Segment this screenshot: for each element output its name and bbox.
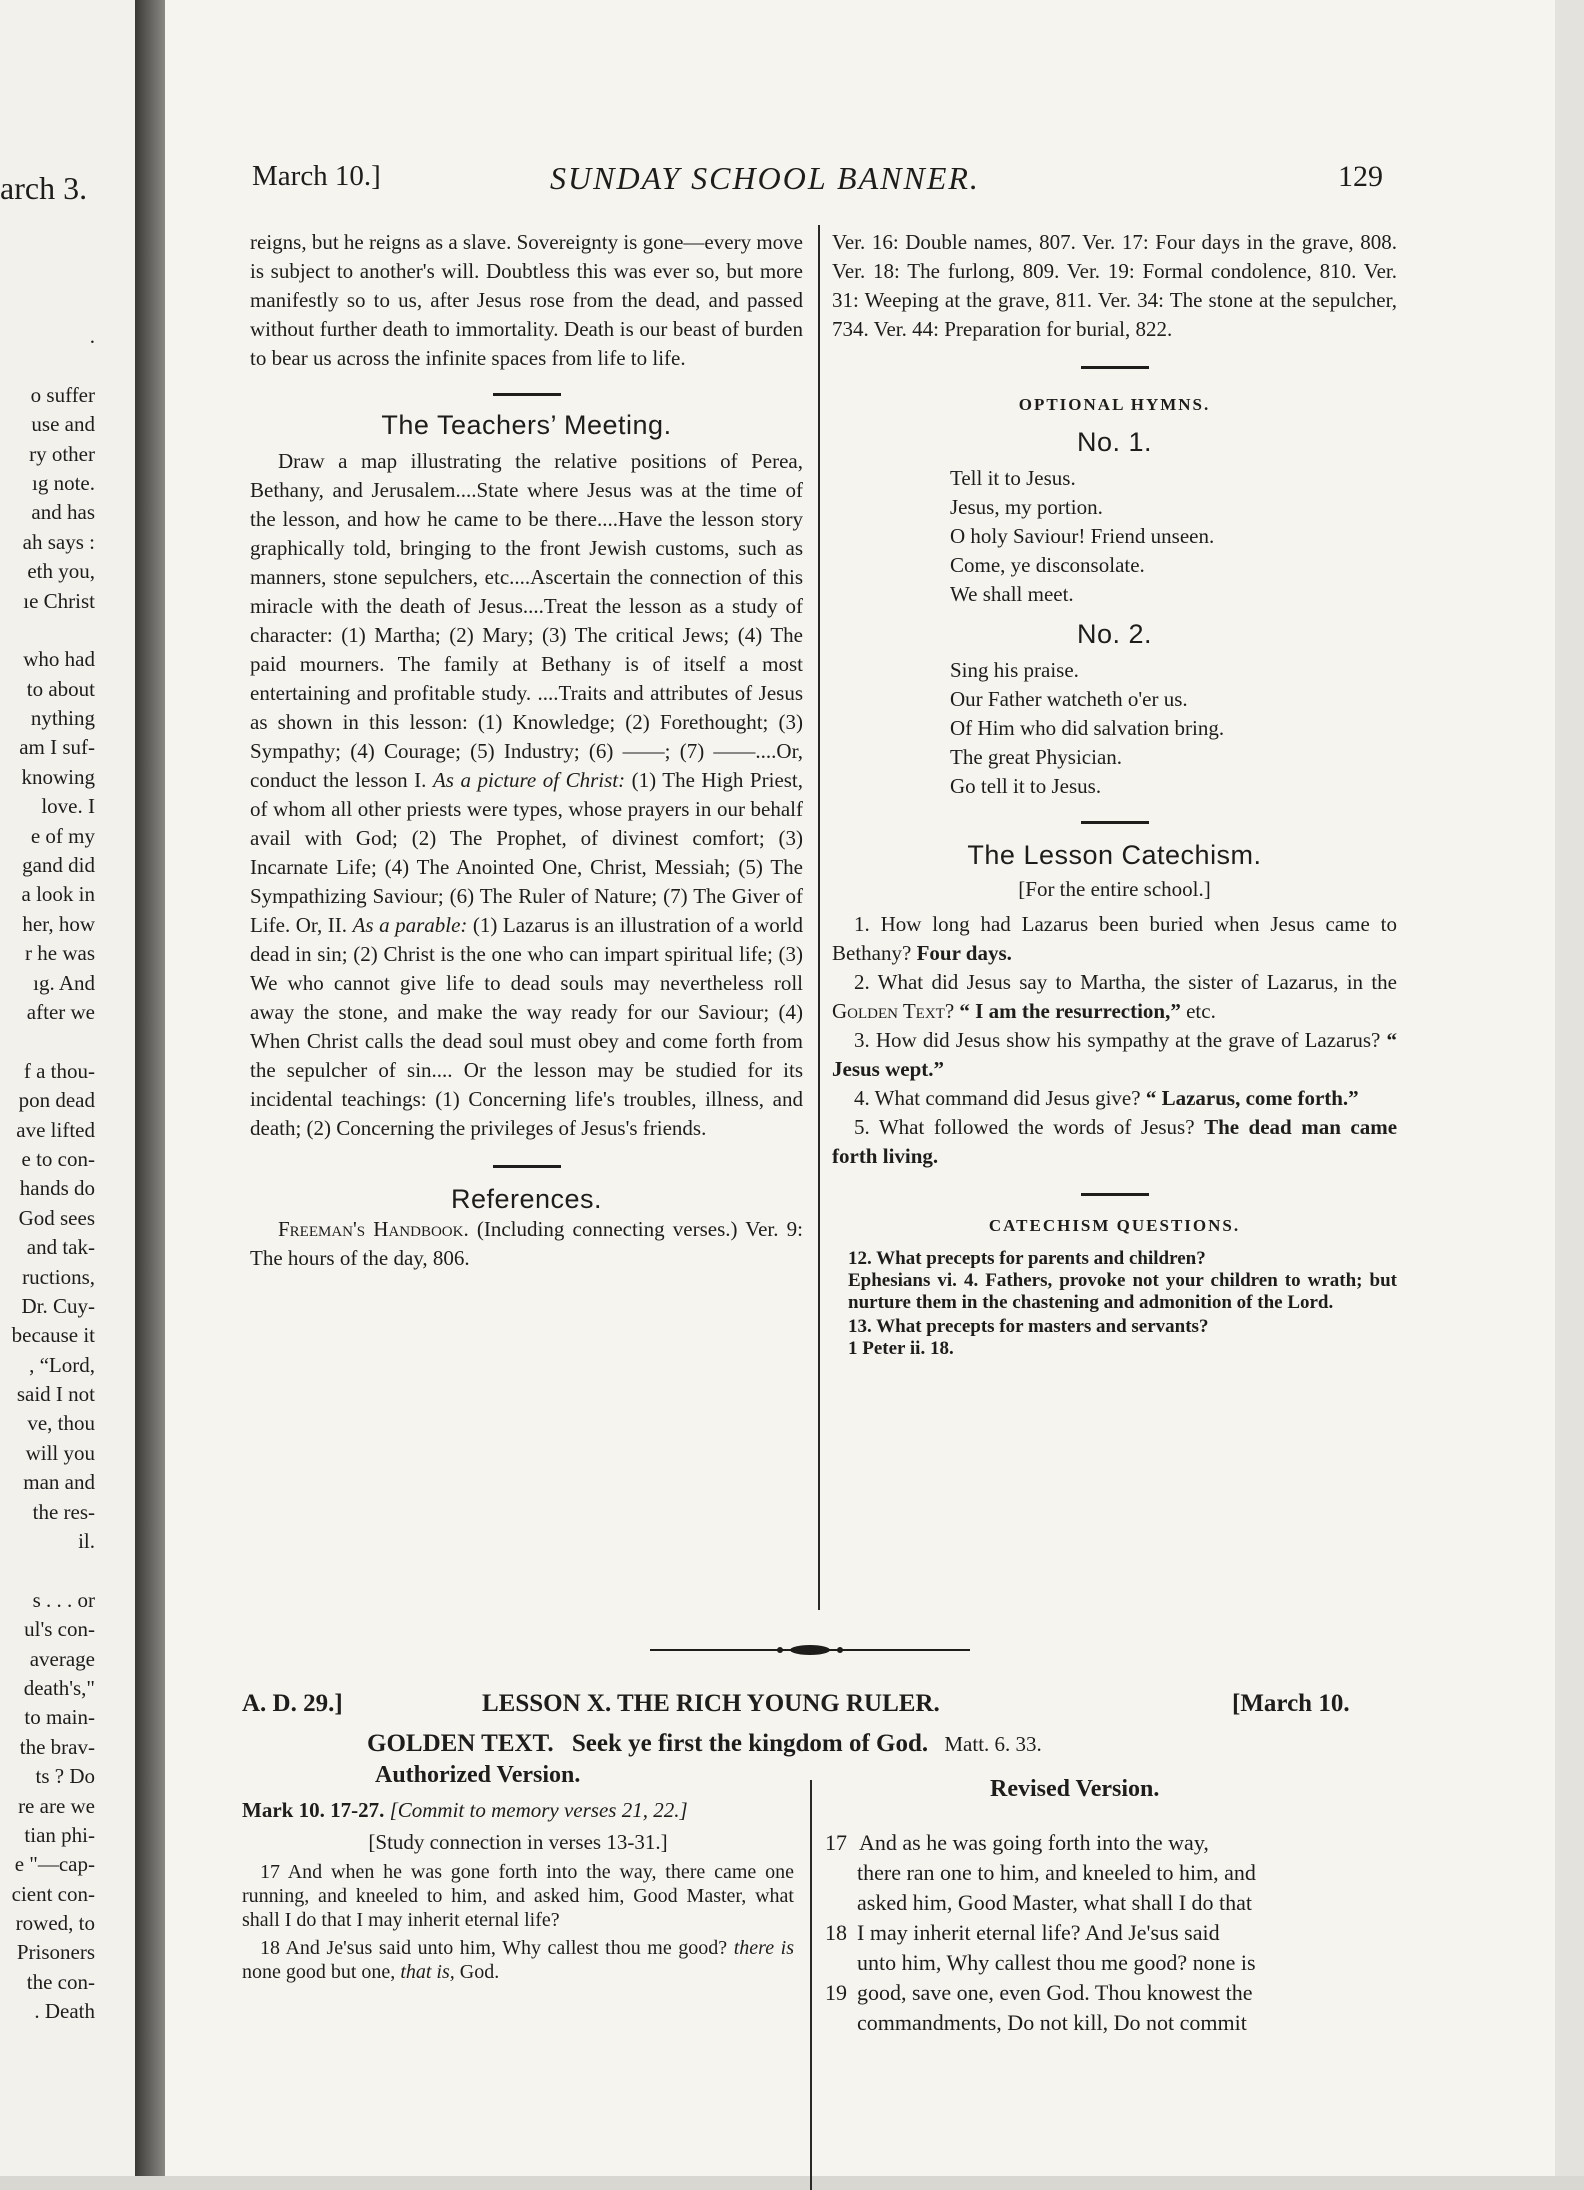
commit-note: [Commit to memory verses 21, 22.]	[389, 1798, 688, 1822]
teachers-meeting-text	[250, 447, 803, 1143]
right-column	[832, 228, 1397, 1360]
hymn-title: Come, ye disconsolate.	[950, 553, 1145, 577]
facing-page-line: God sees	[18, 1205, 95, 1230]
intro-paragraph: reigns, but he reigns as a slave. Sovereignty is gone—every move is subject to another's will. Doubtless this was ever so, but more manifestly so to us, after Jesus rose from the dead, and passed without further death to immortality. Death is our beast of burden to bear us across the infinite spaces from life to life.	[250, 230, 803, 370]
rv-verse-number: 18	[825, 1920, 847, 1945]
av18-text-a: 18 And Je'sus said unto him, Why callest thou me good?	[260, 1937, 728, 1959]
facing-page-line: will you	[25, 1440, 95, 1465]
q4-answer: “ Lazarus, come forth.”	[1145, 1086, 1359, 1110]
catechism-q3	[832, 1026, 1397, 1084]
catechism-q4	[832, 1084, 1397, 1113]
facing-page-line: the brav-	[19, 1734, 95, 1759]
q3-text: 3. How did Jesus show his sympathy at the grave of Lazarus?	[854, 1028, 1381, 1052]
golden-text-label: GOLDEN TEXT.	[367, 1730, 554, 1757]
facing-page-line: o suffer	[30, 382, 95, 407]
facing-page-line: pon dead	[18, 1088, 95, 1113]
facing-page-line	[12, 351, 95, 380]
facing-page-line: ve, thou	[27, 1411, 95, 1436]
av-verse-18	[242, 1936, 794, 1984]
facing-page-line: s . . . or	[32, 1587, 95, 1612]
q2-answer: “ I am the resurrection,”	[959, 999, 1181, 1023]
facing-page-line: Prisoners	[16, 1940, 95, 1965]
facing-page-line: .	[89, 324, 95, 348]
hymns-no2-heading: No. 2.	[1076, 619, 1153, 649]
q3-answer: “ Jesus wept.”	[832, 1028, 1398, 1081]
facing-page-line: her, how	[22, 911, 95, 936]
facing-page-line: to about	[26, 676, 95, 701]
references-text	[250, 1215, 803, 1273]
rv-line	[825, 2008, 1385, 2038]
optional-hymns-heading: OPTIONAL HYMNS.	[1018, 395, 1211, 414]
references-continued: Ver. 16: Double names, 807. Ver. 17: Four days in the grave, 808. Ver. 18: The furlong, 809. Ver. 19: Formal condolence, 810. Ver. 31: Weeping at the grave, 811. Ver. 34: The stone at the sepulcher, 734. Ver. 44: Preparation for burial, 822.	[832, 230, 1397, 341]
rv-line	[825, 1948, 1385, 1978]
header-title: SUNDAY SCHOOL BANNER.	[550, 160, 980, 196]
catechism-questions-heading: CATECHISM QUESTIONS.	[988, 1216, 1241, 1235]
facing-page-line: am I suf-	[19, 735, 95, 760]
rv-line-text: good, save one, even God. Thou knowest the	[857, 1980, 1253, 2005]
facing-page-line: knowing	[21, 764, 95, 789]
facing-page-line: cient con-	[11, 1881, 95, 1906]
catechism-question-13: 13. What precepts for masters and servants?	[848, 1316, 1209, 1337]
facing-page-line: the con-	[26, 1969, 95, 1994]
facing-page-line: e "—cap-	[14, 1852, 95, 1877]
references-source: Freeman's Handbook.	[278, 1217, 469, 1241]
facing-page-line: ıg note.	[32, 470, 95, 495]
facing-page-line: man and	[23, 1470, 95, 1495]
q2-text: 2. What did Jesus say to Martha, the sister of Lazarus, in the	[854, 970, 1397, 994]
facing-page-line: ıe Christ	[23, 588, 95, 613]
rv-line-text: asked him, Good Master, what shall I do that	[857, 1890, 1253, 1915]
facing-page-line: tian phi-	[24, 1822, 95, 1847]
facing-page-line: average	[29, 1646, 95, 1671]
facing-page-line: who had	[23, 647, 95, 672]
facing-page-line: gand did	[22, 853, 95, 878]
teachers-meeting-heading: The Teachers’ Meeting.	[381, 410, 672, 440]
authorized-version-heading: Authorized Version.	[375, 1762, 581, 1788]
facing-page-line: hands do	[19, 1176, 95, 1201]
golden-text-ref: Matt. 6. 33.	[944, 1732, 1042, 1756]
av-verse-17: 17 And when he was gone forth into the way, there came one running, and kneeled to him, and asked him, Good Master, what shall I do that I may inherit eternal life?	[242, 1861, 794, 1931]
hymn-title: Our Father watcheth o'er us.	[950, 687, 1188, 711]
facing-page-line: e to con-	[21, 1146, 95, 1171]
facing-page-line: and has	[31, 500, 95, 525]
facing-page-line: after we	[26, 999, 95, 1024]
hymn-title: Jesus, my portion.	[950, 495, 1103, 519]
left-column	[250, 228, 803, 1273]
facing-page-line: il.	[78, 1529, 95, 1554]
page-edge	[1555, 0, 1584, 2176]
rv-line-text: unto him, Why callest thou me good? none is	[857, 1950, 1256, 1975]
facing-page-line: and tak-	[26, 1235, 95, 1260]
rv-line	[825, 1828, 1385, 1858]
hymns-list-1	[832, 464, 1397, 609]
catechism-q2	[832, 968, 1397, 1026]
catechism-q5	[832, 1113, 1397, 1171]
facing-page-line: rowed, to	[15, 1911, 95, 1936]
facing-page-header: arch 3.	[0, 170, 88, 206]
hymn-title: We shall meet.	[950, 582, 1074, 606]
teachers-text-3: (1) Lazarus is an illustration of a world dead in sin; (2) Christ is the one who can impart spiritual life; (3) We who cannot give life to dead souls may nevertheless roll away the stone, and make the way ready for our Saviour; (4) When Christ calls the dead soul must obey and come forth from the sepulcher of sin.... Or the lesson may be studied for its incidental teachings: (1) Concerning life's troubles, illness, and death; (2) Concerning the privileges of Jesus's friends.	[250, 913, 804, 1140]
facing-page-line: Dr. Cuy-	[21, 1293, 95, 1318]
golden-text-row	[367, 1730, 1042, 1758]
header-date: March 10.]	[252, 160, 381, 192]
av18-ital-1: there is	[733, 1937, 795, 1959]
hymns-list-2	[832, 656, 1397, 801]
rv-line	[825, 1978, 1385, 2008]
facing-page	[0, 0, 135, 2176]
hymns-no1-heading: No. 1.	[1076, 427, 1153, 457]
q2-golden-text: Golden Text?	[832, 999, 955, 1023]
facing-page-line: use and	[31, 412, 95, 437]
rv-line-text: And as he was going forth into the way,	[859, 1830, 1209, 1855]
rv-line-text: commandments, Do not kill, Do not commit	[857, 2010, 1247, 2035]
facing-page-line: death's,"	[23, 1675, 95, 1700]
rv-line	[825, 1888, 1385, 1918]
facing-page-line: the res-	[32, 1499, 95, 1524]
passage-ref-row	[242, 1798, 794, 1822]
facing-page-line: because it	[11, 1323, 95, 1348]
hymn-title: Sing his praise.	[950, 658, 1079, 682]
facing-page-line: to main-	[24, 1705, 95, 1730]
lesson-header	[242, 1690, 1372, 1718]
golden-text: Seek ye first the kingdom of God.	[571, 1730, 929, 1757]
teachers-text-2: (1) The High Priest, of whom all other priests were types, whose prayers in our behalf avail with God; (2) The Prophet, of divinest comfort; (3) Incarnate Life; (4) The Anointed One, Christ, Messiah; (5) The Sympathizing Saviour; (6) The Ruler of Nature; (7) The Giver of Life. Or, II.	[250, 768, 804, 937]
av18-text-b: none good but one,	[242, 1961, 396, 1983]
references-heading: References.	[450, 1184, 603, 1214]
facing-page-line: . Death	[34, 1999, 95, 2024]
facing-page-line: ry other	[29, 441, 95, 466]
facing-page-line: a look in	[21, 882, 95, 907]
rv-line	[825, 1858, 1385, 1888]
hymn-title: Tell it to Jesus.	[950, 466, 1076, 490]
facing-page-line	[12, 1556, 95, 1585]
facing-page-line: ructions,	[22, 1264, 95, 1289]
catechism-question-12: 12. What precepts for parents and children?	[848, 1248, 1206, 1269]
facing-page-line: e of my	[30, 823, 95, 848]
q5-answer: The dead man came forth living.	[832, 1115, 1398, 1168]
passage-reference: Mark 10. 17-27.	[242, 1798, 385, 1822]
catechism-answer-13: 1 Peter ii. 18.	[848, 1338, 954, 1359]
study-note: [Study connection in verses 13-31.]	[368, 1830, 668, 1854]
q1-answer: Four days.	[916, 941, 1012, 965]
teachers-ital-2: As a parable:	[352, 913, 468, 937]
facing-page-line: ts ? Do	[35, 1764, 95, 1789]
facing-page-line: ah says :	[22, 529, 95, 554]
version-rule	[810, 1780, 812, 2190]
facing-page-line: nything	[30, 706, 95, 731]
av18-text-c: God.	[459, 1961, 500, 1983]
rv-verse-number: 17	[825, 1830, 847, 1855]
facing-page-text	[12, 322, 95, 2027]
teachers-text-1: Draw a map illustrating the relative positions of Perea, Bethany, and Jerusalem....State where Jesus was at the time of the lesson, and how he came to be there....Have the lesson story graphically told, bringing to the front Jewish customs, such as manners, stone sepulchers, etc....Ascertain the connection of this miracle with the death of Jesus....Treat the lesson as a study of character: (1) Martha; (2) Mary; (3) The critical Jews; (4) The paid mourners. The family at Bethany is of itself a most entertaining and profitable study. ....Traits and attributes of Jesus as shown in this lesson: (1) Knowledge; (2) Forethought; (3) Sympathy; (4) Courage; (5) Industry; (6) ——; (7) ——....Or, conduct the lesson I.	[250, 449, 803, 792]
running-header	[0, 160, 1584, 204]
rv-line-text: there ran one to him, and kneeled to him, and	[857, 1860, 1256, 1885]
q1-text: 1. How long had Lazarus been buried when Jesus came to Bethany?	[832, 912, 1397, 965]
q5-text: 5. What followed the words of Jesus?	[854, 1115, 1195, 1139]
hymn-title: The great Physician.	[950, 745, 1123, 769]
revised-version	[825, 1828, 1385, 2038]
catechism-answer-12: Ephesians vi. 4. Fathers, provoke not your children to wrath; but nurture them in the chastening and admonition of the Lord.	[848, 1270, 1397, 1313]
lesson-title: LESSON X. THE RICH YOUNG RULER.	[482, 1690, 940, 1717]
q4-text: 4. What command did Jesus give?	[854, 1086, 1141, 1110]
revised-version-heading: Revised Version.	[990, 1776, 1160, 1802]
catechism-subheading: [For the entire school.]	[1018, 877, 1211, 901]
catechism-heading: The Lesson Catechism.	[967, 840, 1262, 870]
rv-verse-number: 19	[825, 1980, 847, 2005]
q2-etc: etc.	[1186, 999, 1216, 1023]
hymn-title: Of Him who did salvation bring.	[950, 716, 1225, 740]
column-rule	[818, 225, 820, 1610]
lesson-year: A. D. 29.]	[242, 1690, 343, 1717]
facing-page-line: said I not	[16, 1382, 95, 1407]
facing-page-line	[12, 616, 95, 645]
facing-page-line: eth you,	[27, 559, 95, 584]
facing-page-line: ul's con-	[24, 1617, 95, 1642]
facing-page-line: love. I	[41, 794, 95, 819]
page-number: 129	[1338, 160, 1383, 193]
facing-page-line: ave lifted	[16, 1117, 95, 1142]
lesson-date: [March 10.	[1232, 1690, 1350, 1717]
catechism-q1	[832, 910, 1397, 968]
facing-page-line: , “Lord,	[29, 1352, 95, 1377]
book-spine	[135, 0, 165, 2176]
hymn-title: Go tell it to Jesus.	[950, 774, 1102, 798]
rv-line	[825, 1918, 1385, 1948]
ornamental-divider	[650, 1640, 970, 1660]
facing-page-line: r he was	[25, 941, 95, 966]
facing-page-line: ıg. And	[33, 970, 95, 995]
facing-page-line: f a thou-	[23, 1058, 95, 1083]
av18-ital-2: that is,	[400, 1961, 455, 1983]
hymn-title: O holy Saviour! Friend unseen.	[950, 524, 1215, 548]
facing-page-line	[12, 1027, 95, 1056]
references-body: (Including connecting verses.) Ver. 9: The hours of the day, 806.	[250, 1217, 804, 1270]
teachers-ital-1: As a picture of Christ:	[432, 768, 626, 792]
facing-page-line: re are we	[18, 1793, 95, 1818]
rv-line-text: I may inherit eternal life? And Je'sus said	[857, 1920, 1220, 1945]
authorized-version	[242, 1798, 794, 1984]
